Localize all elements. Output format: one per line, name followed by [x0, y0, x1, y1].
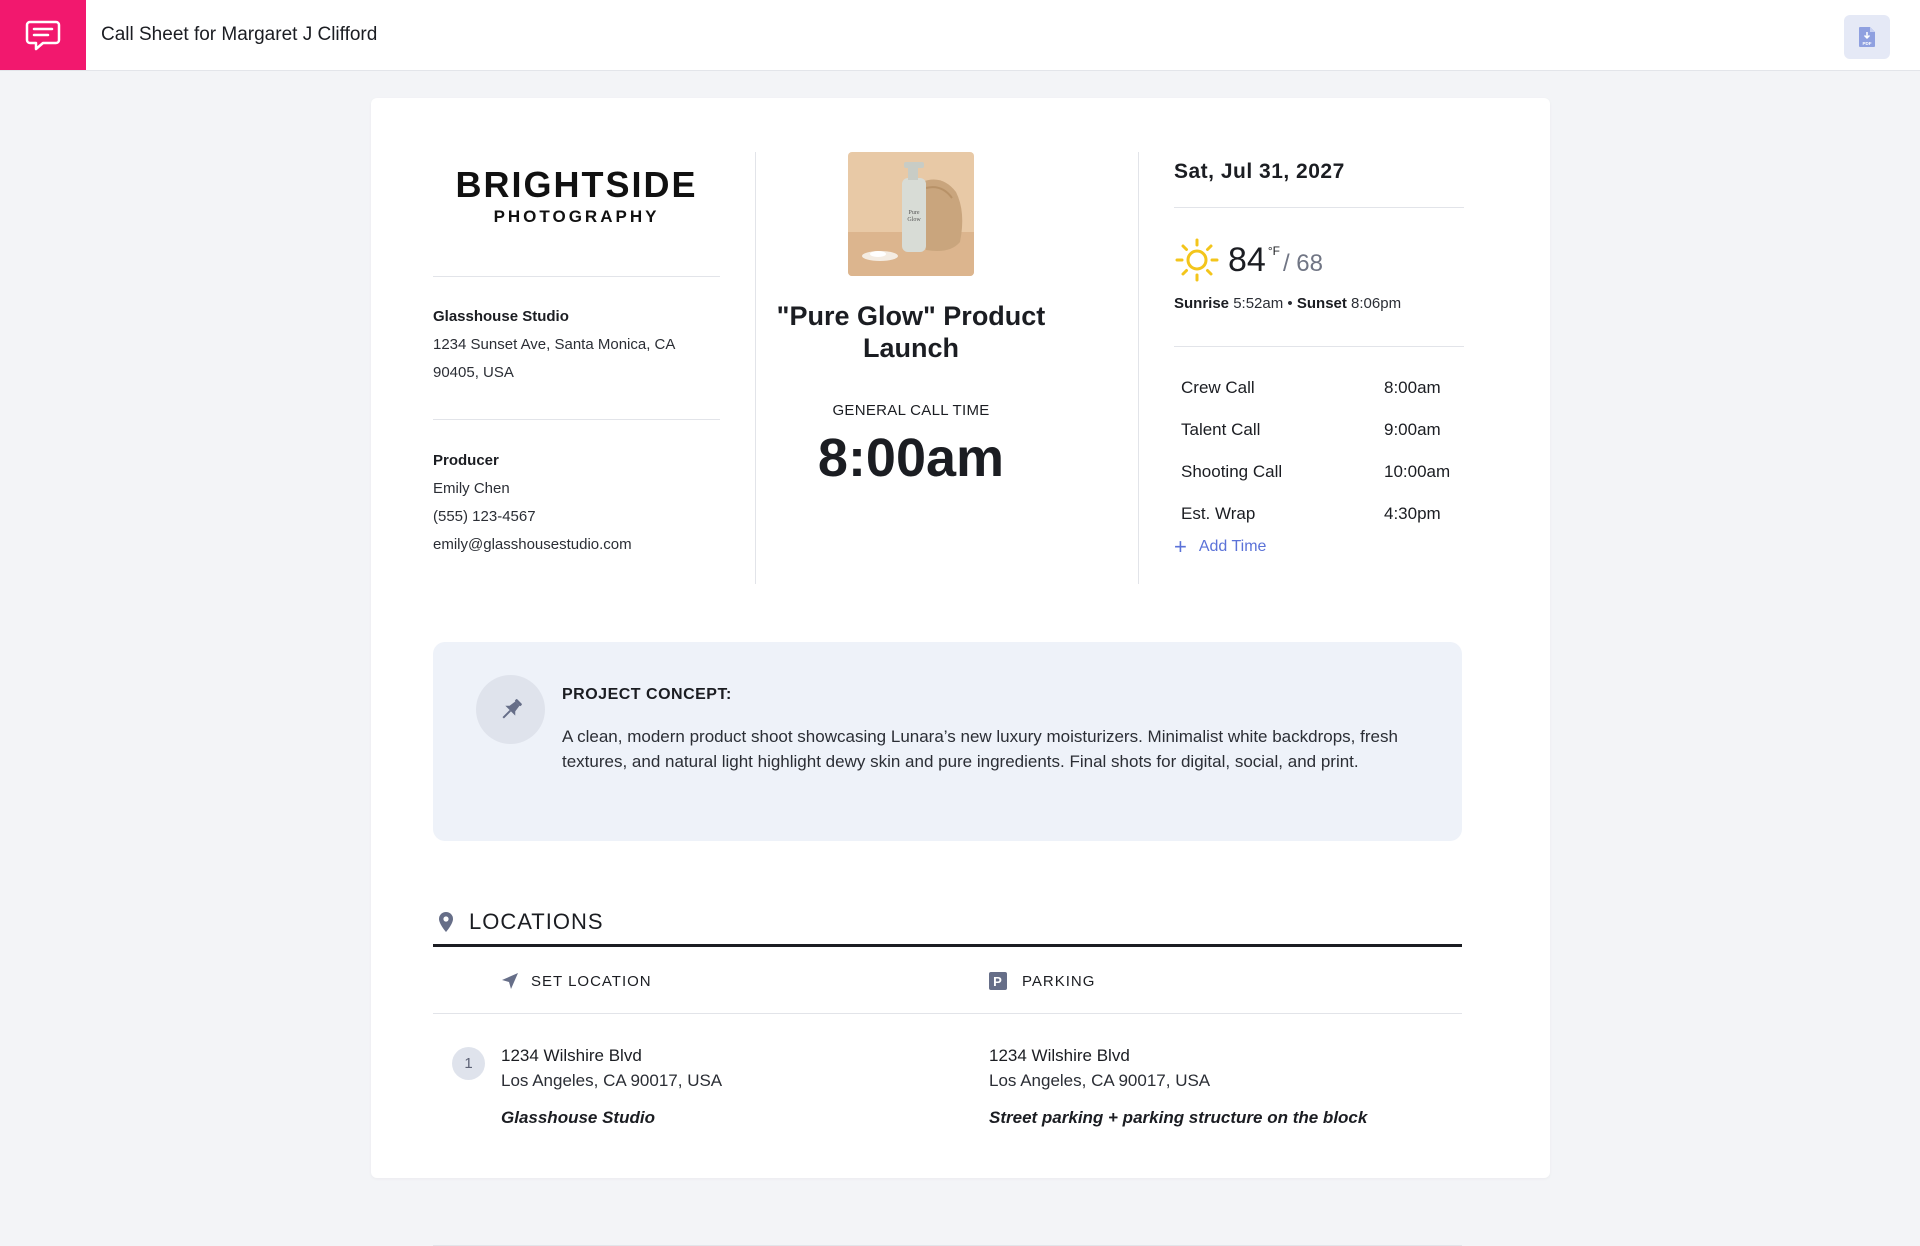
producer-heading: Producer [433, 452, 499, 469]
plus-icon: + [1174, 534, 1187, 559]
temp-low: / 68 [1282, 250, 1323, 277]
time-row[interactable] [1174, 493, 1464, 535]
time-label: Est. Wrap [1181, 504, 1256, 523]
concept-text: A clean, modern product shoot showcasing Lunara’s new luxury moisturizers. Minimalist white backdrops, fresh textures, and natural light highlight dewy skin and pure ingredients. Final shots for digital, social, and print. [562, 727, 1398, 771]
pin-badge [476, 675, 545, 744]
add-time-button[interactable] [1174, 534, 1464, 559]
producer-name: Emily Chen [433, 480, 510, 497]
time-value: 9:00am [1384, 420, 1441, 439]
time-row[interactable] [1174, 451, 1464, 493]
col-parking [989, 972, 1095, 990]
parking-note: Street parking + parking structure on the block [989, 1108, 1368, 1127]
location-row[interactable] [433, 1014, 1462, 1246]
sun-icon [1174, 237, 1220, 283]
chat-icon [24, 16, 62, 54]
time-label: Shooting Call [1181, 462, 1283, 481]
col-parking-label: PARKING [1022, 972, 1096, 990]
set-location-name: Glasshouse Studio [501, 1108, 655, 1127]
company-column [433, 152, 720, 559]
schedule-column [1174, 152, 1464, 557]
company-name: BRIGHTSIDE [455, 164, 698, 205]
col-set-location-label: SET LOCATION [531, 972, 652, 990]
weather [1174, 240, 1464, 283]
studio-address-line2: 90405, USA [433, 364, 514, 381]
time-row[interactable] [1174, 367, 1464, 409]
divider [1174, 207, 1464, 208]
parking-address-line2: Los Angeles, CA 90017, USA [989, 1071, 1211, 1090]
company-logo [433, 152, 720, 270]
page-title: Call Sheet for Margaret J Clifford [101, 24, 378, 45]
row-number: 1 [452, 1047, 485, 1080]
producer-info [433, 420, 720, 559]
concept-title: PROJECT CONCEPT: [562, 686, 732, 703]
producer-email[interactable]: emily@glasshousestudio.com [433, 536, 632, 553]
parking-address [989, 1043, 1210, 1093]
pin-icon [496, 695, 526, 725]
studio-info [433, 277, 720, 419]
parking-icon [989, 972, 1007, 990]
col-set-location [501, 972, 652, 990]
sunrise-time: 5:52am [1233, 295, 1284, 312]
shoot-date: Sat, Jul 31, 2027 [1174, 160, 1345, 183]
general-call-time: 8:00am [817, 428, 1005, 488]
set-address-line2: Los Angeles, CA 90017, USA [501, 1071, 723, 1090]
column-divider [1138, 152, 1139, 584]
app-logo[interactable] [0, 0, 86, 70]
time-value: 4:30pm [1384, 504, 1441, 523]
pdf-download-icon [1858, 26, 1876, 48]
project-name: "Pure Glow" Product Launch [776, 301, 1046, 363]
time-label: Talent Call [1181, 420, 1261, 439]
call-times [1174, 367, 1464, 535]
time-label: Crew Call [1181, 378, 1255, 397]
project-column [766, 152, 1056, 489]
locations-columns [433, 947, 1462, 1014]
studio-address-line1: 1234 Sunset Ave, Santa Monica, CA [433, 336, 676, 353]
sunrise-sunset [1174, 295, 1464, 312]
time-row[interactable] [1174, 409, 1464, 451]
locations-header [433, 901, 1462, 943]
sunset-time: 8:06pm [1351, 295, 1402, 312]
divider [1174, 346, 1464, 347]
project-concept [433, 642, 1462, 841]
temp-high: 84 [1228, 241, 1266, 279]
add-time-label: Add Time [1198, 538, 1267, 555]
sunset-label: Sunset [1296, 295, 1347, 312]
svg-text:Glow: Glow [907, 217, 921, 223]
sunrise-label: Sunrise [1174, 295, 1230, 312]
navigation-arrow-icon [501, 972, 519, 990]
parking-address-line1: 1234 Wilshire Blvd [989, 1046, 1130, 1065]
product-image[interactable] [848, 152, 974, 276]
temp-unit: °F [1267, 244, 1280, 258]
product-photo [848, 152, 974, 276]
svg-text:PDF: PDF [1862, 41, 1872, 46]
call-sheet [371, 98, 1550, 1178]
company-subtitle: PHOTOGRAPHY [493, 207, 660, 226]
studio-name: Glasshouse Studio [433, 308, 569, 325]
general-call-label: GENERAL CALL TIME [832, 402, 990, 419]
time-value: 8:00am [1384, 378, 1441, 397]
set-address-line1: 1234 Wilshire Blvd [501, 1046, 642, 1065]
producer-phone[interactable]: (555) 123-4567 [433, 508, 536, 525]
svg-text:Pure: Pure [908, 210, 920, 216]
separator-dot: • [1287, 295, 1293, 312]
svg-text:P: P [993, 974, 1003, 989]
set-address [501, 1043, 722, 1093]
time-value: 10:00am [1384, 462, 1451, 481]
pdf-download-button[interactable] [1844, 15, 1890, 59]
location-pin-icon [437, 911, 455, 933]
top-bar [0, 0, 1920, 71]
locations-title: LOCATIONS [469, 909, 604, 934]
column-divider [755, 152, 756, 584]
